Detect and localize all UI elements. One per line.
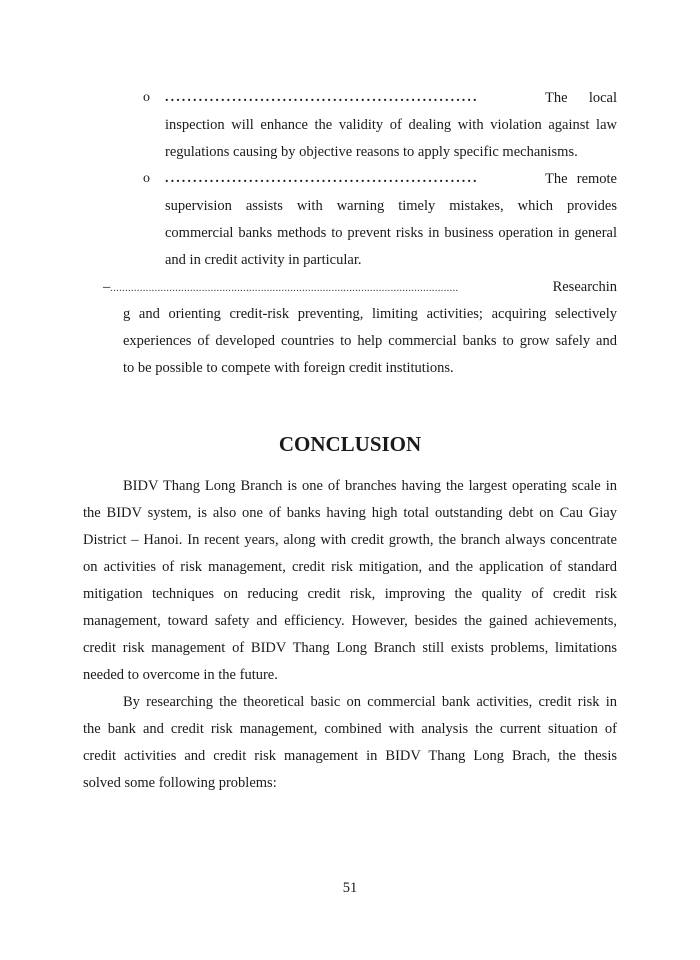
leader-word-1: The — [545, 90, 568, 106]
text-line: inspection will enhance the validity of dealing with violation against law — [165, 117, 617, 133]
leader-word-2: local — [588, 90, 617, 106]
leader-word-2: remote — [576, 171, 617, 187]
bullet-marker: o — [143, 171, 150, 186]
text-line: regulations causing by objective reasons to apply specific mechanisms. — [165, 144, 578, 160]
page-number: 51 — [342, 880, 358, 896]
dot-leader: ........................................................ — [165, 171, 479, 186]
bullet-leader-text — [545, 169, 617, 189]
section-title: CONCLUSION — [278, 432, 422, 456]
dot-leader: ........................................................ — [165, 90, 479, 105]
paragraph-line: the BIDV system, is also one of banks having high total outstanding debt on Cau Giay — [83, 505, 617, 521]
text-line: and in credit activity in particular. — [165, 252, 362, 268]
bullet-leader-line — [165, 169, 617, 189]
dash-leader-text: Researchin — [552, 279, 617, 295]
text-line: g and orienting credit-risk preventing, limiting activities; acquiring selectively — [123, 306, 617, 322]
paragraph-line: solved some following problems: — [83, 775, 277, 791]
text-line: supervision assists with warning timely mistakes, which provides — [165, 198, 617, 214]
dash-marker: – — [103, 279, 111, 295]
dot-leader: ...................................................................................................................... — [110, 282, 459, 294]
paragraph-line: By researching the theoretical basic on commercial bank activities, credit risk in — [123, 694, 617, 710]
paragraph-line: BIDV Thang Long Branch is one of branches having the largest operating scale in — [123, 478, 617, 494]
paragraph-line: mitigation techniques on reducing credit risk, improving the quality of credit risk — [83, 586, 617, 602]
paragraph-line: the bank and credit risk management, combined with analysis the current situation of — [83, 721, 617, 737]
paragraph-line: credit activities and credit risk management in BIDV Thang Long Brach, the thesis — [83, 748, 617, 764]
paragraph-line: on activities of risk management, credit risk mitigation, and the application of standard — [83, 559, 617, 575]
bullet-marker: o — [143, 90, 150, 105]
leader-word-1: The — [545, 171, 568, 187]
dash-leader-line — [103, 277, 617, 298]
paragraph-line: needed to overcome in the future. — [83, 667, 278, 683]
text-line: to be possible to compete with foreign credit institutions. — [123, 360, 454, 376]
bullet-leader-line — [165, 88, 617, 108]
text-line: commercial banks methods to prevent risks in business operation in general — [165, 225, 617, 241]
paragraph-line: credit risk management of BIDV Thang Long Branch still exists problems, limitations — [83, 640, 617, 656]
paragraph-line: management, toward safety and efficiency. However, besides the gained achievements, — [83, 613, 617, 629]
paragraph-line: District – Hanoi. In recent years, along with credit growth, the branch always concentrate — [83, 532, 617, 548]
text-line: experiences of developed countries to help commercial banks to grow safely and — [123, 333, 617, 349]
bullet-leader-text — [545, 88, 617, 108]
